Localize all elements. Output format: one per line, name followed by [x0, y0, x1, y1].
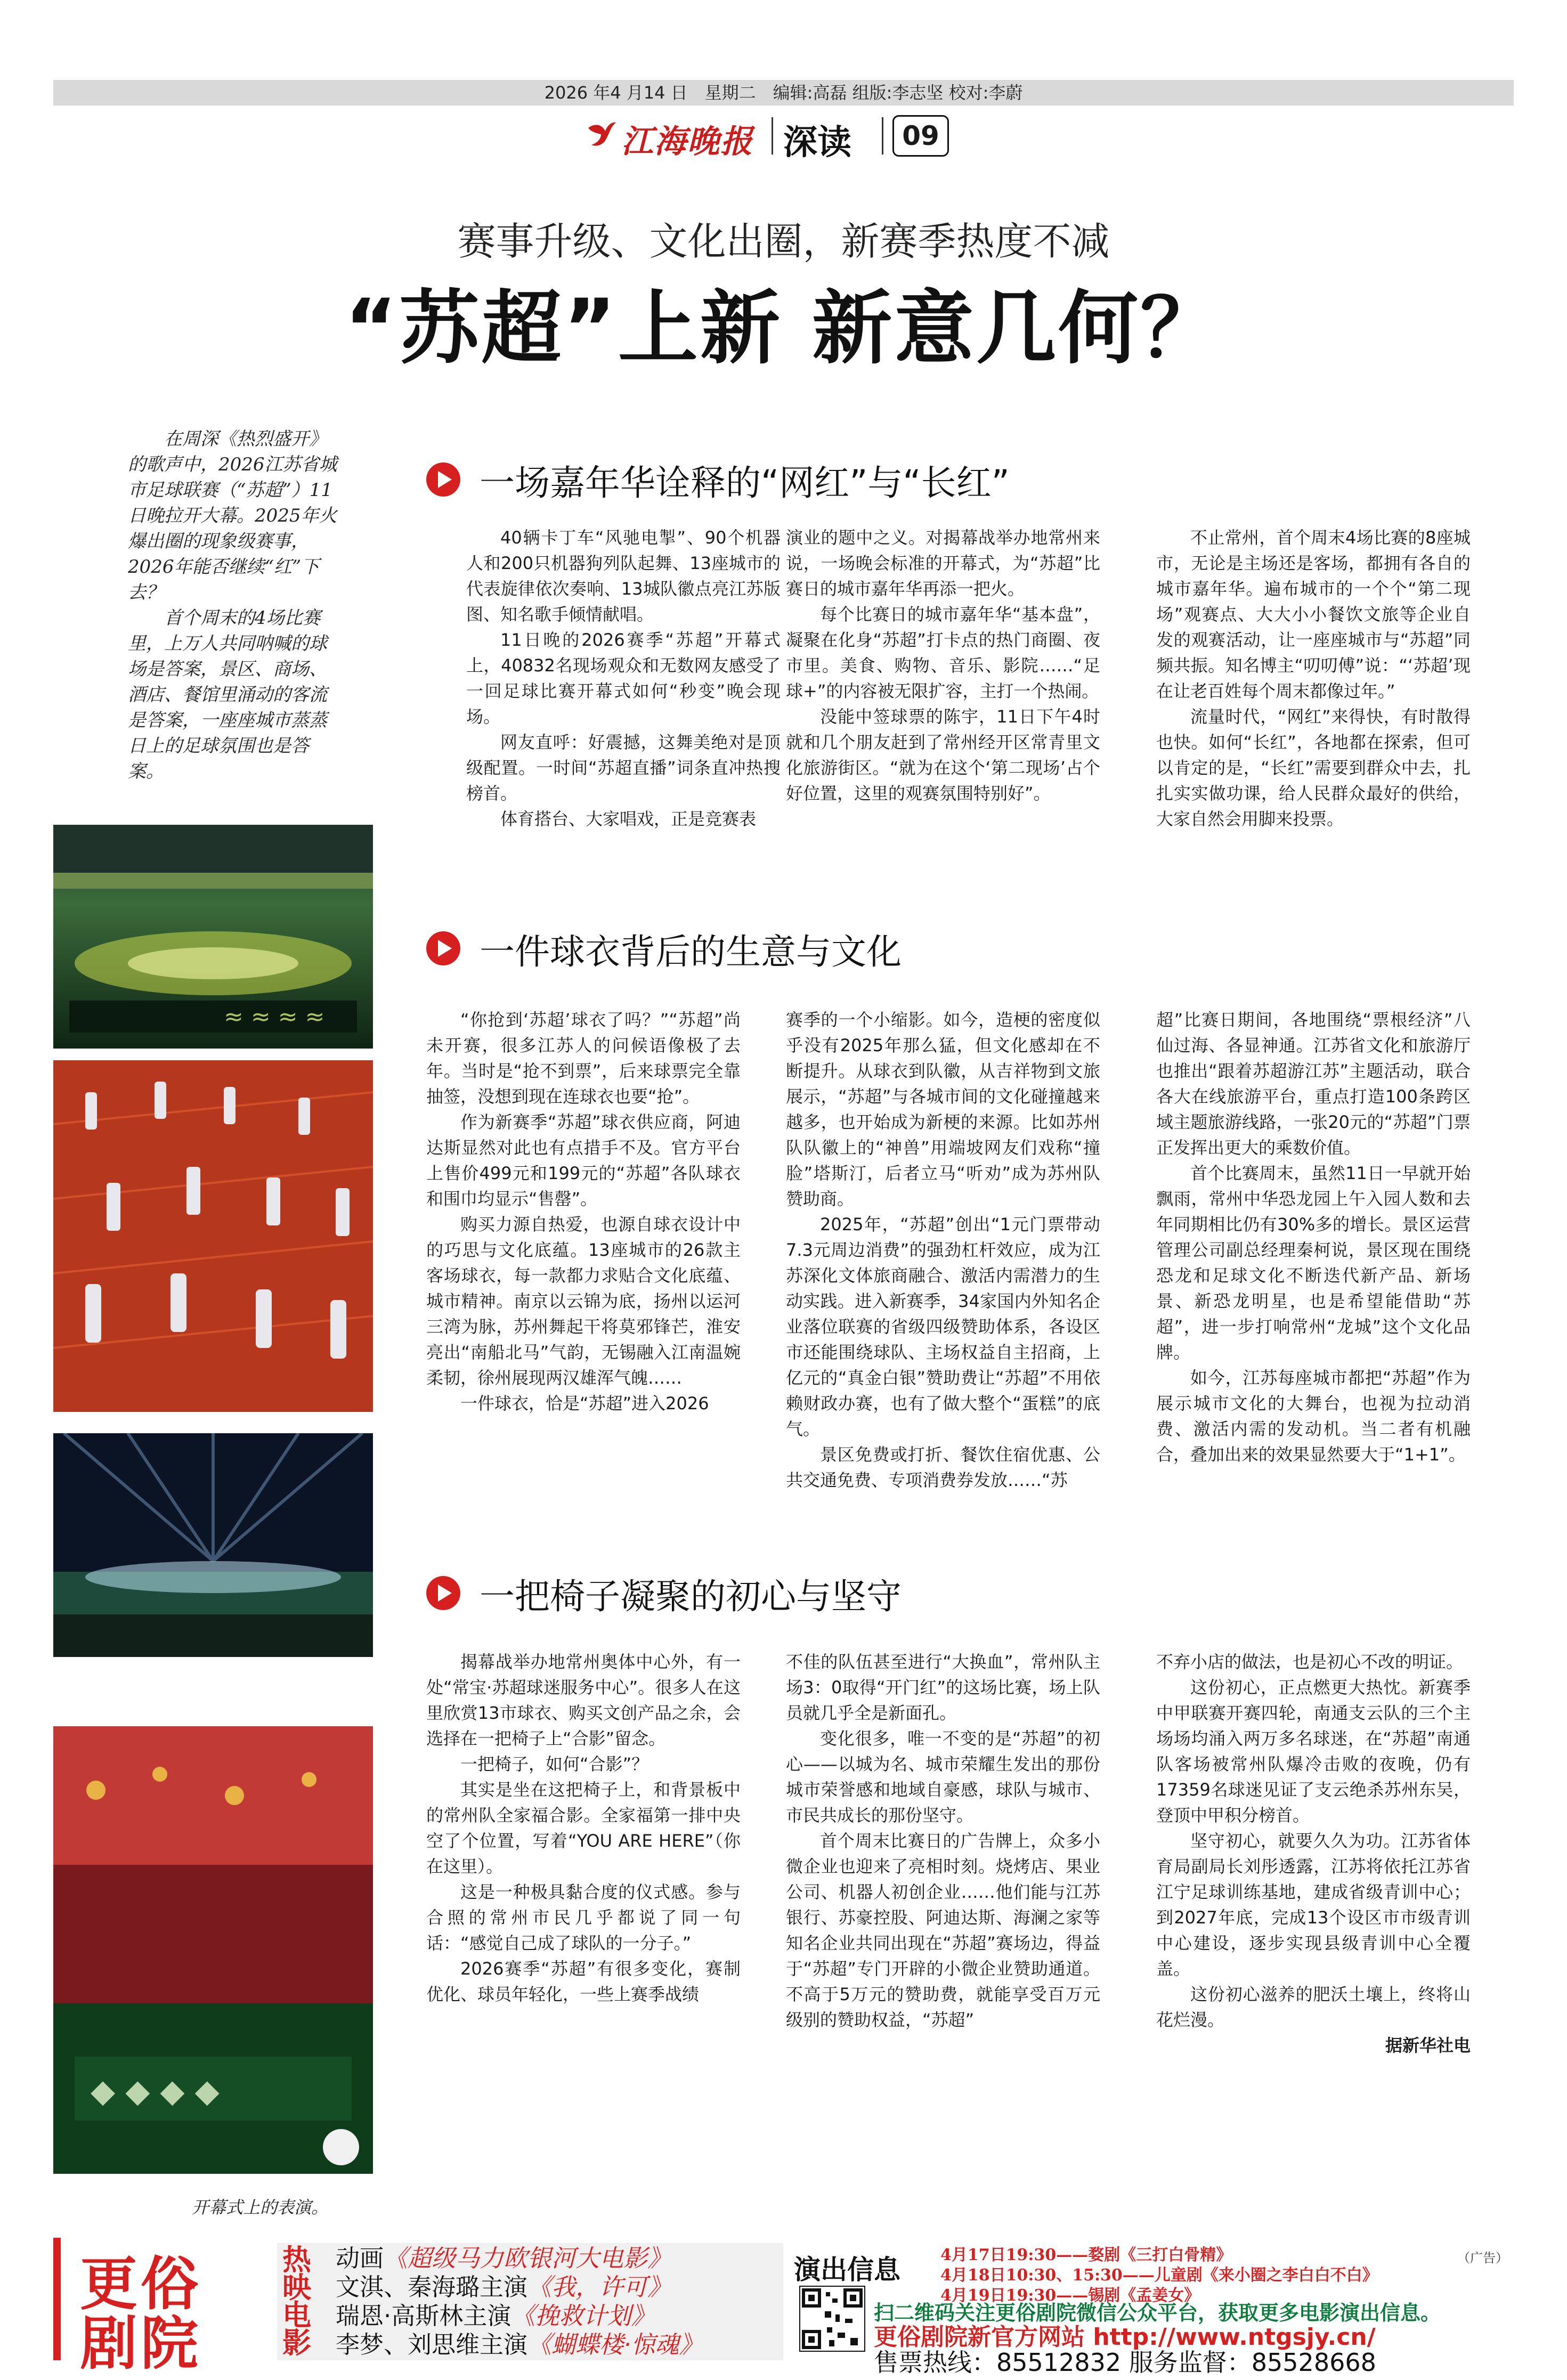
paper-name: 江海晚报 — [621, 123, 753, 160]
theater-advertisement — [53, 2238, 1514, 2377]
show-item: 4月18日10:30、15:30——儿童剧《来小圈之李白白不白》 — [940, 2266, 1378, 2285]
paragraph: 每个比赛日的城市嘉年华“基本盘”，凝聚在化身“苏超”打卡点的热门商圈、夜市里。美食、购物、音乐、影院……“足球+”的内容被无限扩容，主打一个热闹。 — [786, 604, 1100, 701]
play-arrow-icon — [426, 931, 460, 965]
masthead — [586, 112, 991, 163]
article-column — [1156, 1649, 1471, 2058]
headline-title: “苏超”上新 新意几何？ — [344, 282, 1223, 375]
paragraph: 赛季的一个小缩影。如今，造梗的密度似乎没有2025年那么猛，但文化感却在不断提升。从球衣到队徽，从吉祥物到文旅展示，“苏超”与各城市间的文化碰撞越来越多，也开始成为新梗的来源。比如苏州队队徽上的“神兽”用端坡网友们戏称“撞脸”塔斯汀，后者立马“听劝”成为苏州队赞助商。 — [786, 1010, 1100, 1209]
photo-stadium-lights — [53, 1433, 373, 1657]
paragraph: 不止常州，首个周末4场比赛的8座城市，无论是主场还是客场，都拥有各自的城市嘉年华。遍布城市的一个个“第二现场”观赛点、大大小小餐饮文旅等企业自发的观赛活动，让一座座城市与“苏超”同频共振。知名博主“叨叨傅”说：“‘苏超’现在让老百姓每个周末都像过年。” — [1156, 527, 1471, 701]
section-heading-3 — [426, 1569, 902, 1617]
paragraph: 一件球衣，恰是“苏超”进入2026 — [460, 1393, 709, 1414]
paragraph: 如今，江苏每座城市都把“苏超”作为展示城市文化的大舞台，也视为拉动消费、激活内需的发动机。当二者有机融合，叠加出来的效果显然要大于“1+1”。 — [1156, 1368, 1471, 1465]
film-credit: 李梦、刘思维主演 — [336, 2330, 528, 2359]
paragraph: 坚守初心，就要久久为功。江苏省体育局副局长刘彤透露，江苏将依托江苏省江宁足球训练基地，建成省级青训中心；到2027年底，完成13个设区市市级青训中心建设，逐步实现县级青训中心全覆盖。 — [1156, 1831, 1471, 1979]
theater-logo — [53, 2238, 274, 2377]
section-heading-text: 一件球衣背后的生意与文化 — [480, 931, 902, 972]
paragraph: 景区免费或打折、餐饮住宿优惠、公共交通免费、专项消费券发放……“苏 — [786, 1444, 1100, 1490]
paragraph: 演业的题中之义。对揭幕战举办地常州来说，一场晚会标准的开幕式，为“苏超”比赛日的城市嘉年华再添一把火。 — [786, 527, 1100, 599]
paragraph: 这份初心滋养的肥沃土壤上，终将山花烂漫。 — [1156, 1984, 1471, 2030]
dateline: 2026 年4 月14 日 星期二 编辑:高磊 组版:李志坚 校对:李蔚 — [544, 83, 1023, 103]
show-item: 4月17日19:30——婺剧《三打白骨精》 — [940, 2246, 1232, 2264]
hot-films-label: 热映电影 — [282, 2243, 311, 2360]
film-title: 《超级马力欧银河大电影》 — [384, 2244, 672, 2272]
bird-logo-icon — [586, 117, 617, 149]
qr-code-icon — [799, 2286, 865, 2352]
intro-paragraph: 首个周末的4场比赛里，上万人共同呐喊的球场是答案，景区、商场、酒店、餐馆里涌动的客流是答案，一座座城市蒸蒸日上的足球氛围也是答案。 — [128, 607, 327, 782]
film-item — [336, 2244, 703, 2273]
paragraph: “你抢到‘苏超’球衣了吗？”“苏超”尚未开赛，很多江苏人的问候语像极了去年。当时是“抢不到票”，后来球票完全靠抽签，没想到现在连球衣也要“抢”。 — [426, 1010, 741, 1107]
photo-robot-dancers — [53, 1060, 373, 1412]
byline — [1156, 2033, 1471, 2058]
byline-text: 据新华社电 — [1385, 2035, 1471, 2056]
film-item — [336, 2330, 703, 2359]
section-name: 深读 — [783, 123, 851, 163]
paragraph: 体育搭台、大家唱戏，正是竞赛表 — [500, 809, 757, 829]
svg-text:≈ ≈ ≈ ≈: ≈ ≈ ≈ ≈ — [224, 1003, 325, 1030]
paragraph: 超”比赛日期间，各地围绕“票根经济”八仙过海、各显神通。江苏省文化和旅游厅也推出“跟着苏超游江苏”主题活动，联合各大在线旅游平台，重点打造100条跨区域主题旅游线路，一张20元的“苏超”门票正发挥出更大的乘数价值。 — [1156, 1010, 1471, 1158]
theater-name-line: 更俗 — [80, 2251, 202, 2318]
film-credit: 瑞恩·高斯林主演 — [336, 2302, 511, 2330]
photo-stands-image — [53, 1726, 373, 2174]
film-title: 《我，许可》 — [527, 2273, 672, 2301]
paragraph: 不佳的队伍甚至进行“大换血”，常州队主场3：0取得“开门红”的这场比赛，场上队员就几乎全是新面孔。 — [786, 1652, 1100, 1723]
paragraph: 2026赛季“苏超”有很多变化，赛制优化、球员年轻化，一些上赛季战绩 — [426, 1959, 741, 2004]
paragraph: 2025年，“苏超”创出“1元门票带动7.3元周边消费”的强劲杠杆效应，成为江苏深化文体旅商融合、激活内需潜力的生动实践。进入新赛季，34家国内外知名企业落位联赛的省级四级赞助体系，各设区市还能围绕球队、主场权益自主招商，上亿元的“真金白银”赞助费让“苏超”不用依赖财政办赛，也有了做大整个“蛋糕”的底气。 — [786, 1214, 1100, 1439]
paragraph: 其实是坐在这把椅子上，和背景板中的常州队全家福合影。全家福第一排中央空了个位置，写着“YOU ARE HERE”（你在这里）。 — [426, 1780, 741, 1877]
film-credit: 动画 — [336, 2244, 384, 2272]
film-item — [336, 2302, 703, 2330]
section-heading-text: 一把椅子凝聚的初心与坚守 — [480, 1575, 902, 1617]
theater-name-line: 剧院 — [80, 2311, 202, 2377]
paragraph: 首个比赛周末，虽然11日一早就开始飘雨，常州中华恐龙园上午入园人数和去年同期相比仍有30%多的增长。景区运营管理公司副总经理秦柯说，景区现在围绕恐龙和足球文化不断迭代新产品、新场景、新恐龙明星，也是希望能借助“苏超”，进一步打响常州“龙城”这个文化品牌。 — [1156, 1163, 1471, 1362]
play-arrow-icon — [426, 462, 460, 497]
paragraph: 这是一种极具黏合度的仪式感。参与合照的常州市民几乎都说了同一句话：“感觉自己成了球队的一分子。” — [426, 1882, 741, 1953]
photo-opening-ceremony-field — [53, 825, 373, 1049]
article-column — [426, 1007, 741, 1416]
hot-films-box — [277, 2243, 783, 2360]
film-list — [336, 2244, 703, 2359]
article-column — [786, 1007, 1100, 1493]
film-item — [336, 2273, 703, 2302]
photo-stands-display — [53, 1726, 373, 2174]
film-title: 《蝴蝶楼·惊魂》 — [527, 2330, 703, 2359]
svg-text:◆ ◆ ◆ ◆: ◆ ◆ ◆ ◆ — [91, 2073, 220, 2110]
page-number: 09 — [892, 115, 949, 157]
photo-field-image — [53, 825, 373, 1049]
ticket-hotline: 售票热线：85512832 服务监督：85528668 — [874, 2348, 1376, 2377]
section-heading-2 — [426, 924, 902, 972]
paragraph: 这份初心，正点燃更大热忱。新赛季中甲联赛开赛四轮，南通支云队的三个主场场均涌入两万多名球迷，在“苏超”南通队客场被常州队爆冷击败的夜晚，仍有17359名球迷见证了支云绝杀苏州东吴，登顶中甲积分榜首。 — [1156, 1677, 1471, 1825]
website-link[interactable]: 更俗剧院新官方网站 http://www.ntgsjy.cn/ — [874, 2324, 1376, 2351]
article-column — [466, 525, 781, 832]
section-heading-1 — [426, 456, 1010, 503]
section-heading-text: 一场嘉年华诠释的“网红”与“长红” — [480, 462, 1010, 503]
paragraph: 一把椅子，如何“合影”？ — [460, 1754, 649, 1774]
article-column — [786, 1649, 1100, 2033]
paragraph: 不弃小店的做法，也是初心不改的明证。 — [1156, 1652, 1464, 1672]
paragraph: 11日晚的2026赛季“苏超”开幕式上，40832名现场观众和无数网友感受了一回足球比赛开幕式如何“秒变”晚会现场。 — [466, 630, 781, 727]
paragraph: 作为新赛季“苏超”球衣供应商，阿迪达斯显然对此也有点措手不及。官方平台上售价499元和199元的“苏超”各队球衣和围巾均显示“售罄”。 — [426, 1112, 741, 1209]
paragraph: 网友直呼：好震撼，这舞美绝对是顶级配置。一时间“苏超直播”词条直冲热搜榜首。 — [466, 732, 781, 803]
headline-subtitle: 赛事升级、文化出圈，新赛季热度不减 — [457, 219, 1110, 264]
qr-instruction: 扫二维码关注更俗剧院微信公众平台，获取更多电影演出信息。 — [874, 2301, 1441, 2325]
article-column — [786, 525, 1100, 806]
paragraph: 首个周末比赛日的广告牌上，众多小微企业也迎来了亮相时刻。烧烤店、果业公司、机器人初创企业……他们能与江苏银行、苏豪控股、阿迪达斯、海澜之家等知名企业共同出现在“苏超”赛场边，得益于“苏超”专门开辟的小微企业赞助通道。不高于5万元的赞助费，就能享受百万元级别的赞助权益，“苏超” — [786, 1831, 1100, 2030]
paragraph: 40辆卡丁车“风驰电掣”、90个机器人和200只机器狗列队起舞、13座城市的代表旋律依次奏响、13城队徽点亮江苏版图、知名歌手倾情献唱。 — [466, 527, 781, 624]
paragraph: 购买力源自热爱，也源自球衣设计中的巧思与文化底蕴。13座城市的26款主客场球衣，每一款都力求贴合文化底蕴、城市精神。南京以云锦为底，扬州以运河三湾为脉，苏州舞起干将莫邪锋芒，淮安亮出“南船北马”气韵，无锡融入江南温婉柔韧，徐州展现两汉雄浑气魄…… — [426, 1214, 741, 1388]
film-title: 《挽救计划》 — [511, 2302, 655, 2330]
article-column — [1156, 525, 1471, 832]
show-item: 4月19日19:30——锡剧《孟姜女》 — [940, 2286, 1200, 2305]
paragraph: 没能中签球票的陈宇，11日下午4时就和几个朋友赶到了常州经开区常青里文化旅游街区。“就为在这个‘第二现场’占个好位置，这里的观赛氛围特别好”。 — [786, 706, 1100, 803]
paragraph: 变化很多，唯一不变的是“苏超”的初心——以城为名、城市荣耀生发出的那份城市荣誉感和地域自豪感，球队与城市、市民共成长的那份坚守。 — [786, 1728, 1100, 1825]
show-info-label: 演出信息 — [794, 2254, 900, 2285]
photo-caption: 开幕式上的表演。 — [192, 2197, 329, 2217]
article-column — [1156, 1007, 1471, 1467]
show-info-box — [789, 2243, 1514, 2377]
paragraph: 揭幕战举办地常州奥体中心外，有一处“常宝·苏超球迷服务中心”。很多人在这里欣赏13市球衣、购买文创产品之余，会选择在一把椅子上“合影”留念。 — [426, 1652, 741, 1749]
film-credit: 文淇、秦海璐主演 — [336, 2273, 528, 2301]
masthead-divider — [772, 117, 773, 155]
intro-lead — [128, 426, 341, 784]
masthead-divider — [882, 117, 883, 155]
paragraph: 流量时代，“网红”来得快，有时散得也快。如何“长红”，各地都在探索，但可以肯定的是，“长红”需要到群众中去，扎扎实实做功课，给人民群众最好的供给，大家自然会用脚来投票。 — [1156, 706, 1471, 829]
intro-paragraph: 在周深《热烈盛开》的歌声中，2026江苏省城市足球联赛（“苏超”）11日晚拉开大幕。2025年火爆出圈的现象级赛事，2026年能否继续“红”下去？ — [128, 428, 337, 603]
article-column — [426, 1649, 741, 2007]
photo-robots-image — [53, 1060, 373, 1412]
play-arrow-icon — [426, 1576, 460, 1610]
photo-stadium-image — [53, 1433, 373, 1657]
ad-tag: （广告） — [1457, 2251, 1508, 2265]
